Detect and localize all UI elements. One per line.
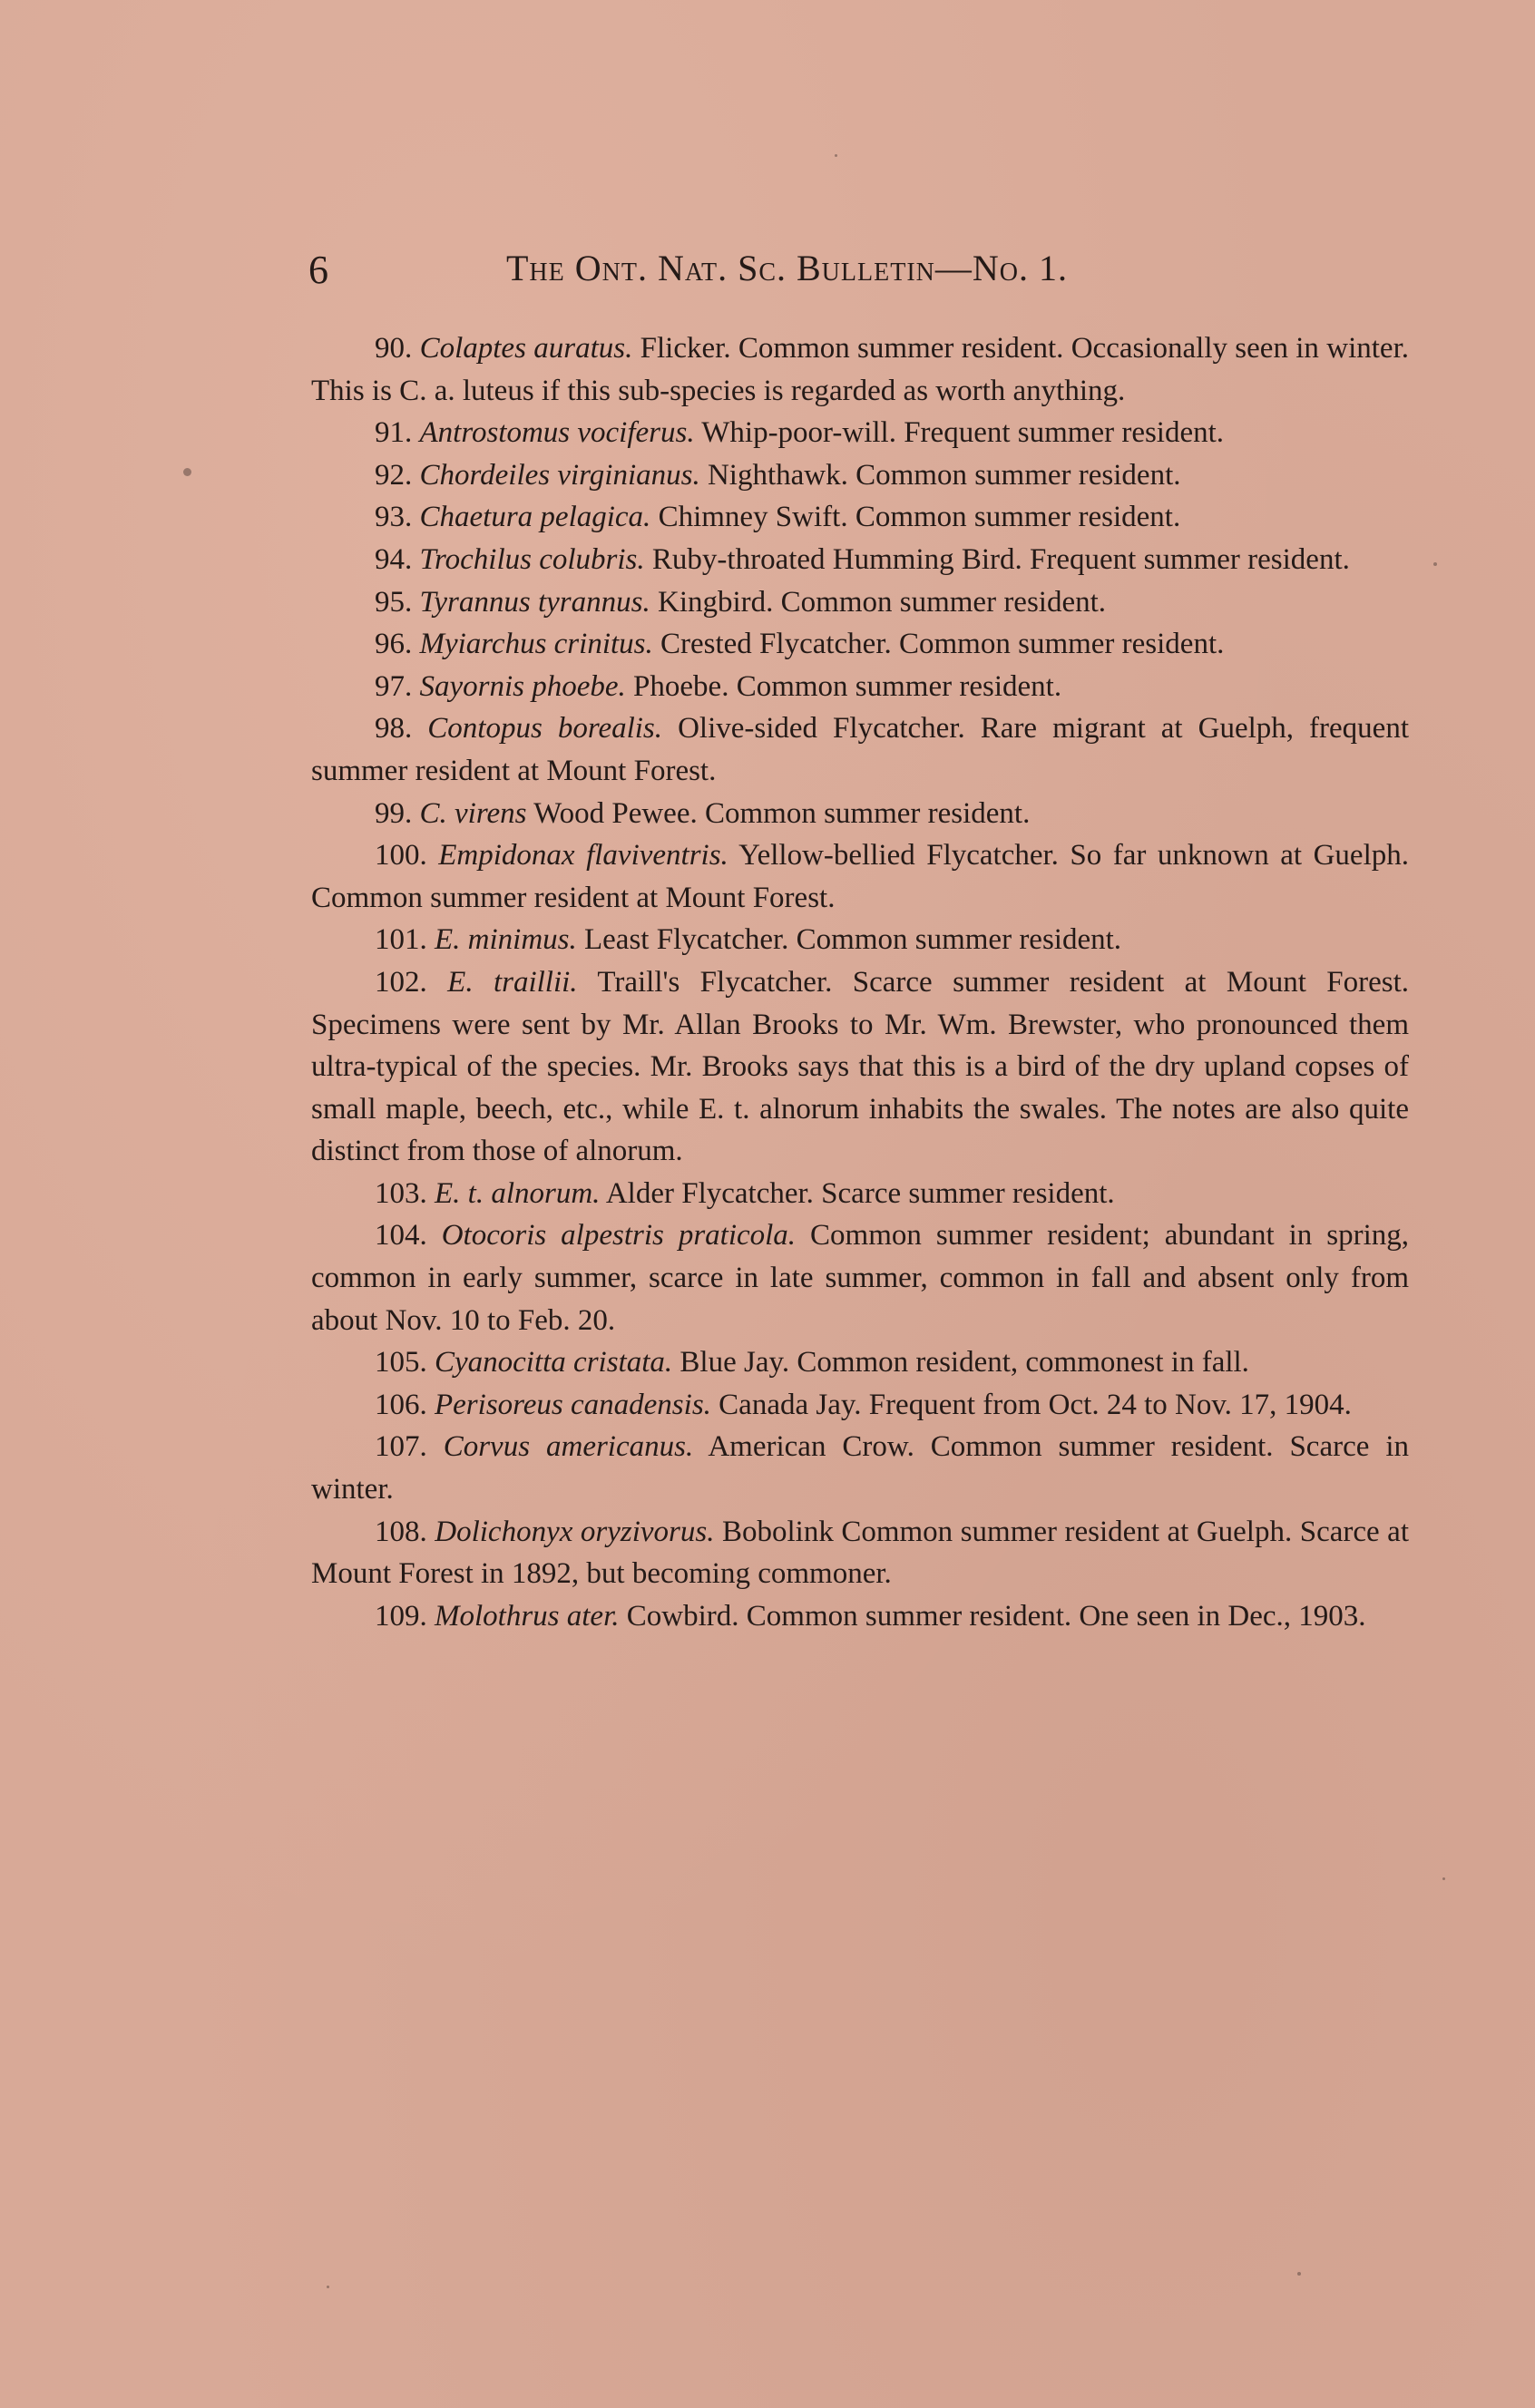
- entry-text: Kingbird. Common summer resident.: [650, 585, 1107, 619]
- scientific-name: Chordeiles virginianus.: [419, 458, 700, 492]
- species-entry: [311, 1173, 1409, 1215]
- species-entry: [311, 1426, 1409, 1510]
- entry-text: American Crow. Common summer resident. Scarce in winter.: [311, 1430, 1409, 1506]
- species-entry: [311, 412, 1409, 454]
- entry-text: Bobolink Common summer resident at Guelph. Scarce at Mount Forest in 1892, but becoming commoner.: [311, 1515, 1409, 1591]
- entry-number: 92.: [375, 458, 413, 492]
- species-entry: [311, 623, 1409, 666]
- scientific-name: E. traillii.: [447, 965, 578, 999]
- paper-speck: [1433, 562, 1437, 566]
- species-entry: [311, 1511, 1409, 1595]
- entry-text: Ruby-throated Humming Bird. Frequent summer resident.: [644, 542, 1350, 576]
- scientific-name: Chaetura pelagica.: [419, 501, 651, 534]
- species-entry: [311, 793, 1409, 835]
- entry-text: Blue Jay. Common resident, commonest in fall.: [672, 1346, 1249, 1379]
- entry-text: Phoebe. Common summer resident.: [625, 669, 1062, 703]
- entry-number: 90.: [375, 332, 413, 365]
- entry-text: Canada Jay. Frequent from Oct. 24 to Nov. 17, 1904.: [710, 1388, 1352, 1421]
- species-entry: [311, 539, 1409, 581]
- scientific-name: E. t. alnorum.: [435, 1176, 601, 1210]
- species-entry: [311, 454, 1409, 497]
- entry-number: 101.: [375, 923, 427, 957]
- entry-number: 100.: [375, 839, 427, 873]
- entry-number: 109.: [375, 1599, 427, 1633]
- scientific-name: Cyanocitta cristata.: [435, 1346, 673, 1379]
- species-entry: [311, 1341, 1409, 1384]
- species-entry: [311, 834, 1409, 919]
- entry-number: 97.: [375, 669, 413, 703]
- species-entry: [311, 581, 1409, 624]
- species-entry: [311, 496, 1409, 539]
- entry-number: 93.: [375, 501, 413, 534]
- scientific-name: Contopus borealis.: [427, 712, 663, 746]
- entry-text: Yellow-bellied Flycatcher. So far unknown at Guelph. Common summer resident at Mount Forest.: [311, 839, 1409, 914]
- entry-number: 108.: [375, 1515, 427, 1548]
- running-title: The Ont. Nat. Sc. Bulletin—No. 1.: [506, 248, 1068, 288]
- scientific-name: Myiarchus crinitus.: [419, 628, 653, 661]
- scientific-name: C. virens: [419, 796, 527, 830]
- species-list: [311, 327, 1409, 1637]
- entry-text: Crested Flycatcher. Common summer resident.: [652, 628, 1225, 661]
- paper-speck: [327, 2286, 329, 2288]
- entry-number: 94.: [375, 542, 413, 576]
- entry-number: 104.: [375, 1219, 427, 1253]
- entry-number: 103.: [375, 1176, 427, 1210]
- entry-number: 99.: [375, 796, 413, 830]
- scientific-name: Otocoris alpestris praticola.: [441, 1219, 797, 1253]
- species-entry: [311, 961, 1409, 1173]
- scientific-name: Empidonax flaviventris.: [438, 839, 728, 873]
- scientific-name: Antrostomus vociferus.: [419, 416, 695, 450]
- entry-text: Wood Pewee. Common summer resident.: [526, 796, 1031, 830]
- scientific-name: Trochilus colubris.: [419, 542, 645, 576]
- species-entry: [311, 707, 1409, 792]
- species-entry: [311, 1595, 1409, 1638]
- scientific-name: Tyrannus tyrannus.: [419, 585, 650, 619]
- entry-number: 91.: [375, 416, 413, 450]
- scientific-name: Dolichonyx oryzivorus.: [435, 1515, 715, 1548]
- entry-text: Traill's Flycatcher. Scarce summer resident at Mount Forest. Specimens were sent by Mr. Allan Brooks to Mr. Wm. Brewster, who pronounced them ultra-typical of the species. Mr. Brooks says that this is a bird of the dry upland copses of small maple, beech, etc., while E. t. alnorum inhabits the swales. The notes are also quite distinct from those of alnorum.: [311, 965, 1410, 1168]
- entry-number: 95.: [375, 585, 413, 619]
- entry-text: Flicker. Common summer resident. Occasionally seen in winter. This is C. a. luteus if this sub-species is regarded as worth anything.: [311, 332, 1409, 407]
- scientific-name: Perisoreus canadensis.: [435, 1388, 711, 1421]
- species-entry: [311, 1384, 1409, 1427]
- scientific-name: Corvus americanus.: [443, 1430, 694, 1464]
- entry-number: 105.: [375, 1346, 427, 1379]
- scientific-name: E. minimus.: [435, 923, 577, 957]
- scientific-name: Sayornis phoebe.: [419, 669, 626, 703]
- entry-text: Cowbird. Common summer resident. One seen in Dec., 1903.: [619, 1599, 1366, 1633]
- species-entry: [311, 919, 1409, 961]
- page-header: [308, 247, 1415, 301]
- paper-speck: [1442, 1877, 1445, 1880]
- entry-number: 106.: [375, 1388, 427, 1421]
- entry-text: Nighthawk. Common summer resident.: [699, 458, 1181, 492]
- entry-text: Whip-poor-will. Frequent summer resident.: [694, 416, 1225, 450]
- scientific-name: Colaptes auratus.: [419, 332, 633, 365]
- entry-text: Least Flycatcher. Common summer resident.: [576, 923, 1122, 957]
- entry-number: 98.: [375, 712, 413, 746]
- paper-speck: [835, 154, 837, 157]
- entry-number: 96.: [375, 628, 413, 661]
- entry-number: 107.: [375, 1430, 427, 1464]
- paper-speck: [1297, 2272, 1301, 2276]
- paper-speck: [183, 468, 191, 476]
- entry-text: Chimney Swift. Common summer resident.: [650, 501, 1181, 534]
- species-entry: [311, 666, 1409, 708]
- species-entry: [311, 327, 1409, 412]
- entry-text: Olive-sided Flycatcher. Rare migrant at Guelph, frequent summer resident at Mount Forest.: [311, 712, 1409, 787]
- entry-text: Alder Flycatcher. Scarce summer resident.: [600, 1176, 1115, 1210]
- page-number: 6: [308, 248, 328, 292]
- entry-text: Common summer resident; abundant in spring, common in early summer, scarce in late summer, common in fall and absent only from about Nov. 10 to Feb. 20.: [311, 1219, 1409, 1337]
- entry-number: 102.: [375, 965, 427, 999]
- species-entry: [311, 1214, 1409, 1341]
- scientific-name: Molothrus ater.: [435, 1599, 620, 1633]
